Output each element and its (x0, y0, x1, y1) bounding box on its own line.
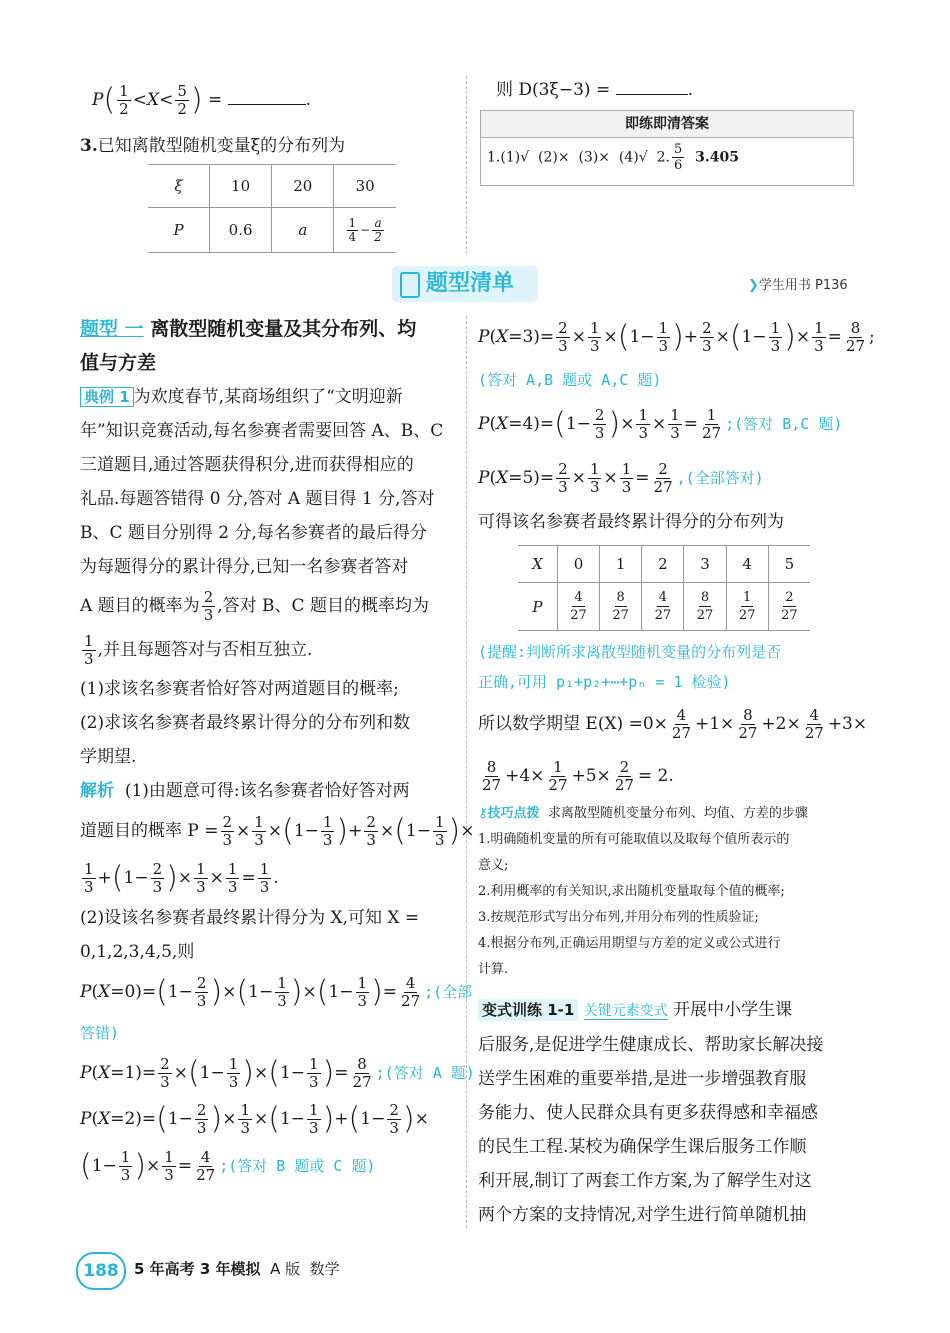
answer-blank[interactable] (616, 94, 688, 95)
equation-line: P(X=2)=(1− $\frac{2}{3}$ )× $\frac{1}{3}$ ×(1− $\frac{1}{3}$ )+(1− $\frac{2}{3}$ )× (80, 1101, 429, 1137)
banner-title: 题型清单 (426, 271, 515, 296)
student-book-ref[interactable]: ❯学生用书 P136 (748, 278, 848, 293)
answer-box-title: 即练即清答案 (481, 111, 853, 138)
practice-label: 变式训练 1-1 (478, 999, 578, 1021)
equation-line: P(X=4)=(1− $\frac{2}{3}$ )× $\frac{1}{3}$ × $\frac{1}{3}$ = $\frac{1}{27}$ ;(答对 B,C 题) (478, 405, 843, 442)
equation-line: $\frac{8}{27}$ +4× $\frac{1}{27}$ +5× $\frac{2}{27}$ = 2. (482, 758, 674, 794)
column-divider-top (466, 76, 467, 254)
left-column: 题型 一 离散型随机变量及其分布列、均 值与方差 典例 1 为欢度春节,某商场组织了“文明迎新 年”知识竞赛活动,每名参赛者需要回答 A、B、C 三道题目,通过答题获得积分,进而获得相应的 礼品.每题答错得 0 分,答对 A 题目得 1 分,答对 B、C 题目分别得 2 分,每名参赛者的最后得分 为每题得分的累计得分,已知一名参赛者答对 A 题目的概率为 $\frac{2}{3}$ ,答对 B、C 题目的概率均为 $\frac{1}{3}$ ,并且每题答对与否相互独立. (1)求该名参赛者恰好答对两道题目的概率; (2)求该名参赛者最终累计得分的分布列和数 学期望. 解析 (1)由题意可得:该名参赛者恰好答对两 道题目的概率 P = $\frac{2}{3}$ × $\frac{1}{3}$ ×(1− $\frac{1}{3}$ )+ $\frac{2}{3}$ ×(1− $\frac{1}{3}$ )× $\frac{1}{3}$ +(1− $\frac{2}{3}$ )× $\frac{1}{3}$ × $\frac{1}{3}$ = $\frac{1}{3}$ . (2)设该名参赛者最终累计得分为 X,可知 X = 0,1,2,3,4,5,则 P(X=0)=(1− $\frac{2}{3}$ )×(1− $\frac{1}{3}$ )×(1− $\frac{1}{3}$ )= $\frac{4}{27}$ ;(全部 答错) P(X=1)= $\frac{2}{3}$ ×(1− $\frac{1}{3}$ )×(1− $\frac{1}{3}$ )= $\frac{8}{27}$ ;(答对 A 题) P(X=2)=(1− $\frac{2}{3}$ )× $\frac{1}{3}$ ×(1− $\frac{1}{3}$ )+(1− $\frac{2}{3}$ )× (1− $\frac{1}{3}$ )× $\frac{1}{3}$ = $\frac{4}{27}$ ;(答对 B 题或 C 题) (80, 312, 456, 1189)
section-banner (392, 266, 538, 302)
key-icon: ⚷ (478, 806, 488, 821)
fraction: $\frac{5}{2}$ (177, 82, 187, 118)
practice-tag: 关键元素变式 (583, 1003, 668, 1019)
equation-line: P(X=1)= $\frac{2}{3}$ ×(1− $\frac{1}{3}$ )×(1− $\frac{1}{3}$ )= $\frac{8}{27}$ ;(答对 A 题) (80, 1054, 475, 1091)
equation-line: $\frac{1}{3}$ +(1− $\frac{2}{3}$ )× $\frac{1}{3}$ × $\frac{1}{3}$ = $\frac{1}{3}$ . (84, 859, 279, 896)
equation-line: P(X=5)= $\frac{2}{3}$ × $\frac{1}{3}$ × $\frac{1}{3}$ = $\frac{2}{27}$ ,(全部答对) (478, 460, 764, 496)
page-number: 188 (83, 1261, 119, 1281)
equation-line: 道题目的概率 P = $\frac{2}{3}$ × $\frac{1}{3}$ ×(1− $\frac{1}{3}$ )+ $\frac{2}{3}$ ×(1− $\frac{1}{3}$ )× (80, 813, 475, 849)
equation-line: P(X=3)= $\frac{2}{3}$ × $\frac{1}{3}$ ×(1− $\frac{1}{3}$ )+ $\frac{2}{3}$ ×(1− $\frac{1}{3}$ )× $\frac{1}{3}$ = $\frac{8}{27}$ ; (478, 319, 875, 355)
solution-label: 解析 (80, 781, 114, 801)
clipboard-icon (400, 272, 420, 298)
distribution-table-xi: ξ 10 20 30 P 0.6 a $\frac{1}{4}$ − $\frac{a}{2}$ (148, 164, 396, 253)
answer-box-content: 1.(1)√ (2)× (3)× (4)√ 2. $\frac{5}{6}$ 3.405 (487, 142, 739, 173)
example-label: 典例 1 (80, 387, 134, 407)
footer-text: 5 年高考 3 年模拟 A 版 数学 (134, 1260, 340, 1278)
page-number-badge (76, 1252, 126, 1290)
fraction: $\frac{1}{2}$ (119, 82, 129, 118)
variance-question: 则 D(3ξ−3) = . (496, 80, 693, 100)
equation-line: 所以数学期望 E(X) =0× $\frac{4}{27}$ +1× $\frac{8}{27}$ +2× $\frac{4}{27}$ +3× (478, 706, 868, 742)
equation-line: (1− $\frac{1}{3}$ )× $\frac{1}{3}$ = $\frac{4}{27}$ ;(答对 B 题或 C 题) (80, 1147, 376, 1184)
right-column: P(X=3)= $\frac{2}{3}$ × $\frac{1}{3}$ ×(1− $\frac{1}{3}$ )+ $\frac{2}{3}$ ×(1− $\frac{1}{3}$ )× $\frac{1}{3}$ = $\frac{8}{27}$ ; (答对 A,B 题或 A,C 题) P(X=4)=(1− $\frac{2}{3}$ )× $\frac{1}{3}$ × $\frac{1}{3}$ = $\frac{1}{27}$ ;(答对 B,C 题) P(X=5)= $\frac{2}{3}$ × $\frac{1}{3}$ × $\frac{1}{3}$ = $\frac{2}{27}$ ,(全部答对) 可得该名参赛者最终累计得分的分布列为 X 0 1 2 3 4 5 P $\frac{4}{27}$ $\frac{8}{27}$ $\frac{4}{27}$ $\frac{8}{27}$ $\frac{1}{27}$ $\frac{2}{27}$ (提醒:判断所求离散型随机变量的分布列是否 正确,可用 p₁+p₂+⋯+pₙ = 1 检验) 所以数学期望 E(X) =0× $\frac{4}{27}$ +1× $\frac{8}{27}$ +2× $\frac{4}{27}$ +3× $\frac{8}{27}$ +4× $\frac{1}{27}$ +5× $\frac{2}{27}$ = 2. ⚷技巧点拨 求离散型随机变量分布列、均值、方差的步骤 1.明确随机变量的所有可能取值以及取每个值所表示的 意义; 2.利用概率的有关知识,求出随机变量取每个值的概率; 3.按规范形式写出分布列,并用分布列的性质验证; 4.根据分布列,正确运用期望与方差的定义或公式进行 计算. 变式训练 1-1 关键元素变式 开展中小学生课 后服务,是促进学生健康成长、帮助家长解决接 送学生困难的重要举措,是进一步增强教育服 务能力、使人民群众具有更多获得感和幸福感 的民生工程.某校为确保学生课后服务工作顺 利开展,制订了两套工作方案,为了解学生对这 两个方案的支持情况,对学生进行简单随机抽 (478, 312, 854, 1232)
chevron-right-icon: ❯ (748, 278, 759, 293)
question-3: 3.已知离散型随机变量ξ的分布列为 (80, 136, 346, 156)
equation-line: P(X=0)=(1− $\frac{2}{3}$ )×(1− $\frac{1}{3}$ )×(1− $\frac{1}{3}$ )= $\frac{4}{27}$ ;(全部 (80, 974, 473, 1010)
top-left-answer-line: P( $\frac{1}{2}$ <X< $\frac{5}{2}$ ) = . (92, 82, 312, 118)
answer-blank[interactable] (228, 104, 306, 105)
type-heading: 题型 一 离散型随机变量及其分布列、均 值与方差 (80, 318, 417, 374)
column-divider-main (466, 316, 467, 1228)
tips-box: ⚷技巧点拨 求离散型随机变量分布列、均值、方差的步骤 1.明确随机变量的所有可能取值以及取每个值所表示的 意义; 2.利用概率的有关知识,求出随机变量取每个值的概率; 3.按规范形式写出分布列,并用分布列的性质验证; 4.根据分布列,正确运用期望与方差的定义或公式进行 计算. (478, 806, 808, 977)
answer-box (480, 110, 854, 186)
distribution-table-x: X 0 1 2 3 4 5 P $\frac{4}{27}$ $\frac{8}{27}$ $\frac{4}{27}$ $\frac{8}{27}$ $\frac{1}{27}$ $\frac{2}{27}$ (518, 545, 810, 631)
type-label: 题型 一 (80, 318, 144, 340)
